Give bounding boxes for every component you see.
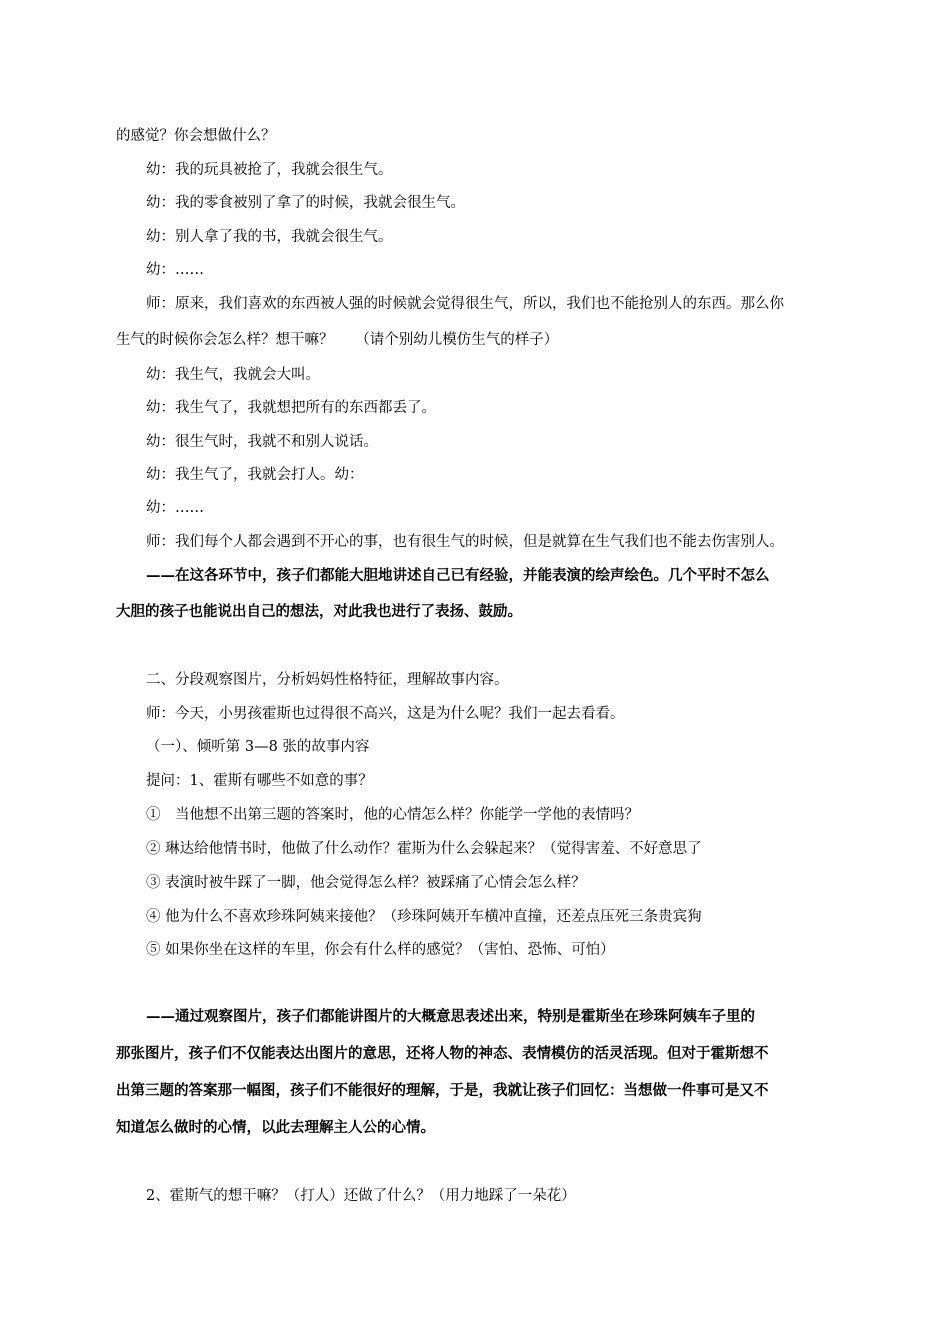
teacher-line: 师：原来，我们喜欢的东西被人强的时候就会觉得很生气，所以，我们也不能抢别人的东西。那么你 [146,296,784,312]
question-line: 提问：1、霍斯有哪些不如意的事？ [146,773,373,789]
section-heading: 二、分段观察图片，分析妈妈性格特征，理解故事内容。 [146,672,509,688]
reflection-line: 出第三题的答案那一幅图，孩子们不能很好的理解，于是，我就让孩子们回忆：当想做一件事可是又不 [116,1082,769,1099]
child-response: 幼：…… [146,500,204,516]
question-item: ⑤ 如果你坐在这样的车里，你会有什么样的感觉？（害怕、恐怖、可怕） [146,942,615,958]
child-response: 幼：别人拿了我的书，我就会很生气。 [146,229,393,245]
reflection-line: 那张图片，孩子们不仅能表达出图片的意思，还将人物的神态、表情模仿的活灵活现。但对于霍斯想不 [116,1045,769,1062]
child-response: 幼：我生气了，我就会打人。幼： [146,467,364,483]
paragraph-line: 的感觉？你会想做什么？ [116,128,276,144]
question-item: ② 琳达给他情书时，他做了什么动作？霍斯为什么会躲起来？（觉得害羞、不好意思了 [146,841,702,857]
question-item: ③ 表演时被牛踩了一脚，他会觉得怎么样？被踩痛了心情会怎么样？ [146,875,586,891]
child-response: 幼：…… [146,262,204,278]
child-response: 幼：我生气，我就会大叫。 [146,367,320,383]
reflection-line: ——在这各环节中，孩子们都能大胆地讲述自己已有经验，并能表演的绘声绘色。几个平时不怎么 [146,567,770,584]
teacher-line: 师：我们每个人都会遇到不开心的事，也有很生气的时候，但是就算在生气我们也不能去伤害别人。 [146,534,784,550]
paragraph-line: 生气的时候你会怎么样？想干嘛？ （请个别幼儿模仿生气的样子） [116,332,559,348]
child-response: 幼：很生气时，我就不和别人说话。 [146,434,378,450]
reflection-line: ——通过观察图片，孩子们都能讲图片的大概意思表述出来，特别是霍斯坐在珍珠阿姨车子里的 [146,1008,755,1025]
child-response: 幼：我的玩具被抢了，我就会很生气。 [146,162,393,178]
subsection-heading: （一）、倾听第 3—8 张的故事内容 [146,739,370,755]
question-item: ① 当他想不出第三题的答案时，他的心情怎么样？你能学一学他的表情吗？ [146,807,639,823]
reflection-line: 知道怎么做时的心情，以此去理解主人公的心情。 [116,1119,435,1136]
question-item: ④ 他为什么不喜欢珍珠阿姨来接他？（珍珠阿姨开车横冲直撞，还差点压死三条贵宾狗 [146,909,702,925]
question-line: 2、霍斯气的想干嘛？（打人）还做了什么？（用力地踩了一朵花） [146,1188,576,1204]
child-response: 幼：我生气了，我就想把所有的东西都丢了。 [146,400,436,416]
child-response: 幼：我的零食被别了拿了的时候，我就会很生气。 [146,195,465,211]
teacher-line: 师：今天，小男孩霍斯也过得很不高兴，这是为什么呢？我们一起去看看。 [146,706,625,722]
reflection-line: 大胆的孩子也能说出自己的想法，对此我也进行了表扬、鼓励。 [116,603,522,620]
